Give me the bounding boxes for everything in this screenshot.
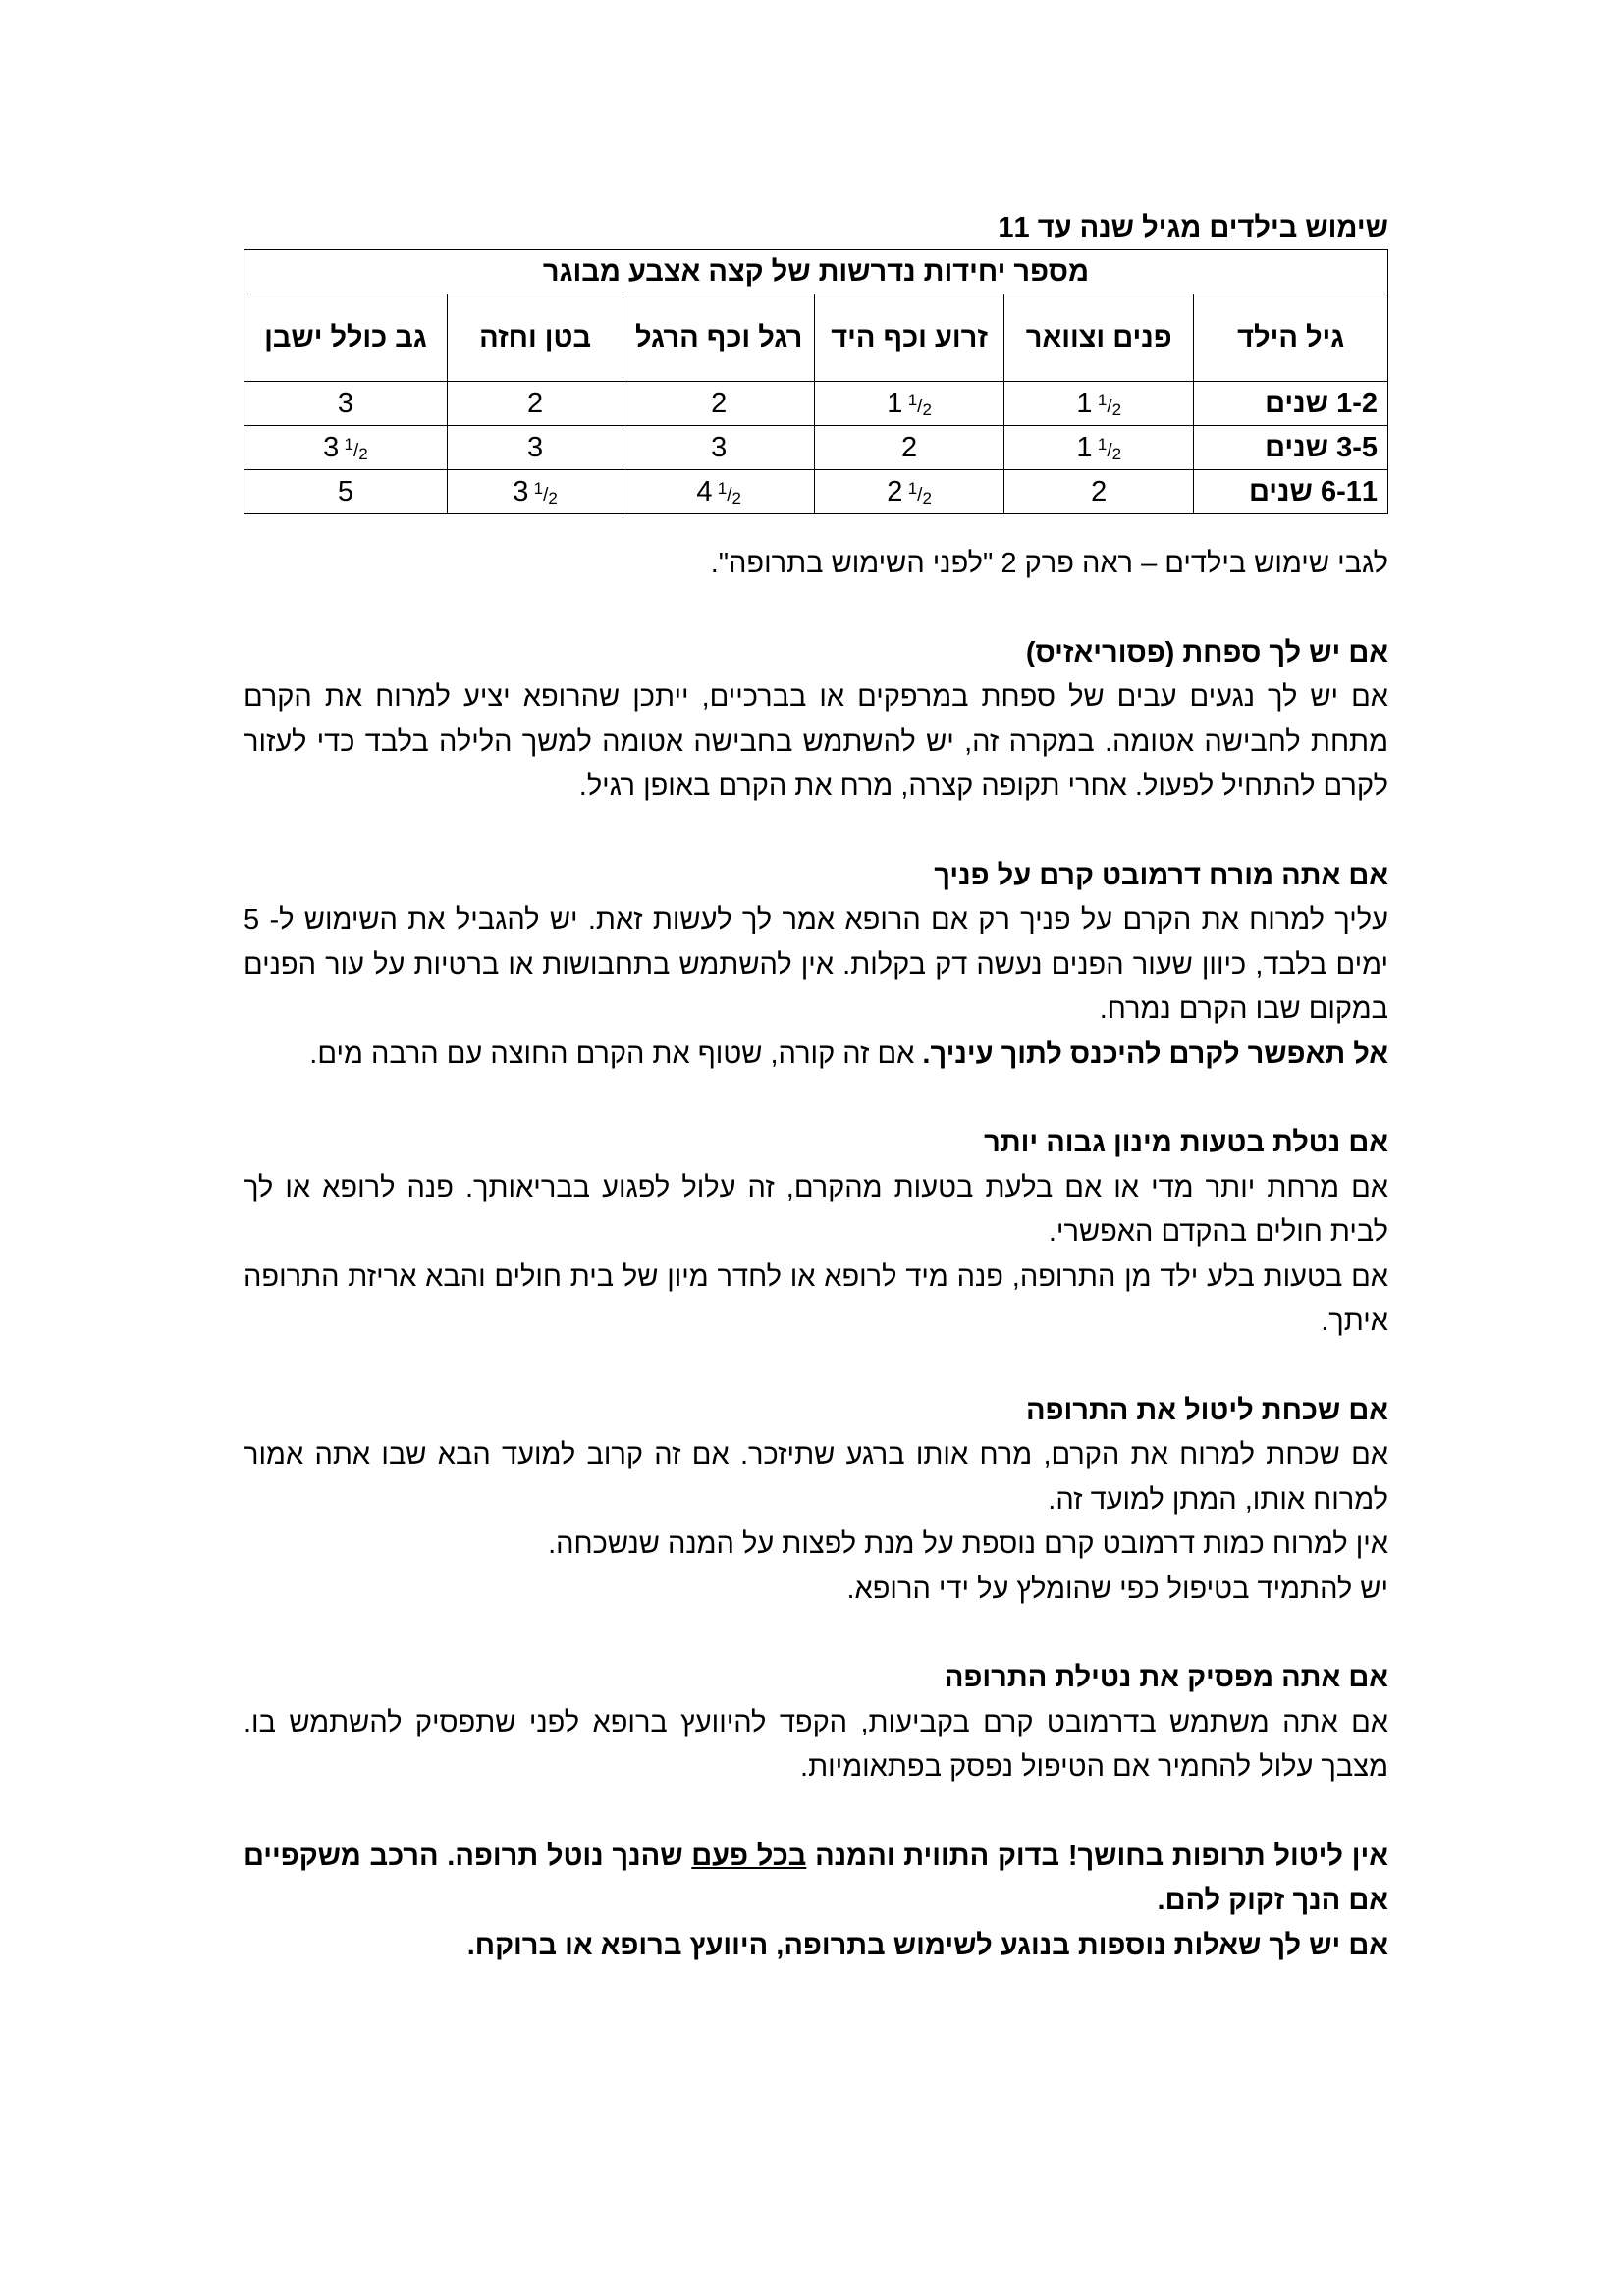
section-paragraph: [244, 1433, 1388, 1522]
section: [244, 1121, 1388, 1345]
fraction-numerator: 1: [1097, 434, 1108, 454]
col-header-age: גיל הילד: [1194, 294, 1388, 382]
cell-whole: 2: [711, 387, 728, 419]
section: [244, 631, 1388, 810]
col-header-leg-foot: רגל וכף הרגל: [623, 294, 815, 382]
table-span-header-row: [244, 250, 1388, 294]
fraction-numerator: 1: [717, 478, 728, 498]
fraction-denominator: 2: [922, 400, 932, 419]
col-header-back-buttocks: גב כולל ישבן: [244, 294, 448, 382]
section-paragraph: [244, 1255, 1388, 1345]
cell-whole: 3: [711, 431, 728, 463]
table-cell: [447, 426, 623, 470]
fraction-numerator: 1: [344, 434, 353, 454]
fraction-denominator: 2: [922, 488, 932, 507]
fraction-numerator: 1: [1097, 390, 1108, 409]
cell-whole: 2: [527, 387, 544, 419]
table-cell: [815, 382, 1004, 426]
warning-underlined: בכל פעם: [691, 1840, 807, 1872]
warning-part-2: שהנך נוטל תרופה. הרכב משקפיים אם הנך זקוק להם.: [244, 1840, 1388, 1916]
table-cell-age: 3-5 שנים: [1194, 426, 1388, 470]
table-cell: [244, 470, 448, 514]
cell-whole: 5: [337, 475, 353, 507]
children-note: לגבי שימוש בילדים – ראה פרק 2 "לפני השימוש בתרופה".: [710, 548, 1388, 579]
cell-whole: 4: [696, 475, 713, 507]
fraction-numerator: 1: [907, 390, 918, 409]
table-cell: [1004, 426, 1194, 470]
cell-whole: 3: [513, 475, 529, 507]
table-cell-age: 1-2 שנים: [1194, 382, 1388, 426]
fraction-denominator: 2: [548, 488, 558, 507]
table-row: [244, 426, 1388, 470]
section-paragraph: [244, 898, 1388, 1033]
fraction-denominator: 2: [358, 444, 368, 463]
section-paragraph: [244, 1568, 1388, 1613]
table-cell-age: 6-11 שנים: [1194, 470, 1388, 514]
fraction-denominator: 2: [1111, 400, 1122, 419]
section-heading: אם נטלת בטעות מינון גבוה יותר: [984, 1127, 1388, 1158]
table-cell: [623, 426, 815, 470]
bold-warning: אל תאפשר לקרם להיכנס לתוך עיניך.: [922, 1038, 1388, 1070]
cell-half-fraction: $^1/_2$: [717, 478, 741, 507]
fraction-numerator: 1: [533, 478, 544, 498]
section-paragraph: [244, 675, 1388, 810]
paragraph-text: אם זה קורה, שטוף את הקרם החוצה עם הרבה מים.: [309, 1038, 923, 1070]
table-cell: [244, 426, 448, 470]
paragraph-text: אם אתה משתמש בדרמובט קרם בקביעות, הקפד להיוועץ ברופא לפני שתפסיק להשתמש בו. מצבך עלול להחמיר אם הטיפול נפסק בפתאומיות.: [244, 1706, 1388, 1783]
cell-half-fraction: $^1/_2$: [1097, 434, 1122, 463]
table-title: שימוש בילדים מגיל שנה עד 11: [998, 212, 1388, 243]
table-cell: [1004, 470, 1194, 514]
section: [244, 1389, 1388, 1613]
document-page: [244, 206, 1388, 1968]
cell-whole: 3: [323, 431, 340, 463]
cell-whole: 3: [527, 431, 544, 463]
fraction-denominator: 2: [1111, 444, 1122, 463]
section-paragraph: [244, 1701, 1388, 1790]
section-paragraph: [244, 1522, 1388, 1568]
cell-whole: 1: [887, 387, 903, 419]
cell-whole: 3: [337, 387, 353, 419]
section-heading: אם אתה מורח דרמובט קרם על פניך: [934, 859, 1388, 891]
table-cell: [815, 470, 1004, 514]
section-heading: אם יש לך ספחת (פסוריאזיס): [1025, 636, 1388, 668]
table-cell: [623, 382, 815, 426]
warning-part-1: אין ליטול תרופות בחושך! בדוק התווית והמנה: [806, 1840, 1388, 1872]
table-cell: [815, 426, 1004, 470]
table-row: [244, 470, 1388, 514]
paragraph-text: אם יש לך נגעים עבים של ספחת במרפקים או בברכיים, ייתכן שהרופא יציע למרוח את הקרם מתחת לחבישה אטומה. במקרה זה, יש להשתמש בחבישה אטומה למשך הלילה בלבד כדי לעזור לקרם להתחיל לפעול. אחרי תקופה קצרה, מרח את הקרם באופן רגיל.: [244, 681, 1388, 802]
paragraph-text: אם שכחת למרוח את הקרם, מרח אותו ברגע שתיזכר. אם זה קרוב למועד הבא שבו אתה אמור למרוח אותו, המתן למועד זה.: [244, 1439, 1388, 1516]
paragraph-text: אין למרוח כמות דרמובט קרם נוספת על מנת לפצות על המנה שנשכחה.: [548, 1528, 1388, 1560]
cell-half-fraction: $^1/_2$: [907, 478, 932, 507]
paragraph-text: יש להתמיד בטיפול כפי שהומלץ על ידי הרופא.: [846, 1573, 1388, 1605]
cell-whole: 2: [887, 475, 903, 507]
table-header-row: [244, 294, 1388, 382]
section: [244, 1656, 1388, 1790]
paragraph-text: אם מרחת יותר מדי או אם בלעת בטעות מהקרם, זה עלול לפגוע בבריאותך. פנה לרופא או לך לבית חולים בהקדם האפשרי.: [244, 1171, 1388, 1248]
cell-whole: 2: [1091, 475, 1108, 507]
table-row: [244, 382, 1388, 426]
warning-line-2: אם יש לך שאלות נוספות בנוגע לשימוש בתרופה, היוועץ ברופא או ברוקח.: [466, 1929, 1388, 1961]
section-paragraph: [244, 1033, 1388, 1078]
fraction-numerator: 1: [907, 478, 918, 498]
paragraph-text: אם בטעות בלע ילד מן התרופה, פנה מיד לרופא או לחדר מיון של בית חולים והבא אריזת התרופה איתך.: [244, 1260, 1388, 1337]
cell-whole: 1: [1076, 431, 1093, 463]
cell-half-fraction: $^1/_2$: [344, 434, 368, 463]
section: [244, 854, 1388, 1078]
warning-block: [244, 1835, 1388, 1969]
table-span-header: מספר יחידות נדרשות של קצה אצבע מבוגר: [244, 250, 1388, 294]
cell-half-fraction: $^1/_2$: [533, 478, 558, 507]
table-cell: [447, 382, 623, 426]
col-header-face-neck: פנים וצוואר: [1004, 294, 1194, 382]
table-cell: [447, 470, 623, 514]
paragraph-text: עליך למרוח את הקרם על פניך רק אם הרופא אמר לך לעשות זאת. יש להגביל את השימוש ל- 5 ימים בלבד, כיוון שעור הפנים נעשה דק בקלות. אין להשתמש בתחבושות או ברטיות על עור הפנים במקום שבו הקרם נמרח.: [244, 904, 1388, 1025]
table-cell: [244, 382, 448, 426]
sections: [244, 631, 1388, 1790]
col-header-belly-chest: בטן וחזה: [447, 294, 623, 382]
fraction-denominator: 2: [731, 488, 741, 507]
cell-half-fraction: $^1/_2$: [1097, 390, 1122, 419]
section-heading: אם שכחת ליטול את התרופה: [1026, 1394, 1388, 1426]
cell-whole: 1: [1076, 387, 1093, 419]
cell-half-fraction: $^1/_2$: [907, 390, 932, 419]
table-cell: [1004, 382, 1194, 426]
col-header-arm-hand: זרוע וכף היד: [815, 294, 1004, 382]
section-heading: אם אתה מפסיק את נטילת התרופה: [944, 1662, 1388, 1693]
warning-line-1: [244, 1835, 1388, 1924]
cell-whole: 2: [901, 431, 918, 463]
table-cell: [623, 470, 815, 514]
section-paragraph: [244, 1166, 1388, 1255]
dosage-table: [244, 249, 1388, 514]
